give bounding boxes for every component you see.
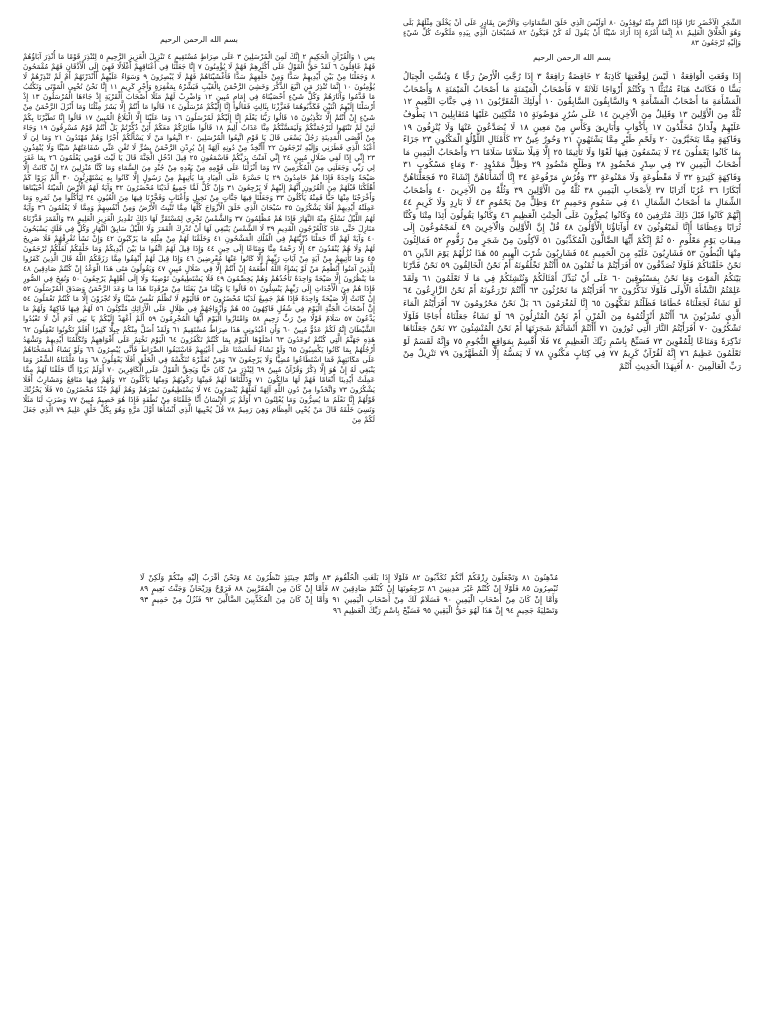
right-column-body-text: إِذَا وَقَعَتِ الْوَاقِعَةُ ١ لَيْسَ لِوَقْعَتِهَا كَاذِبَةٌ ٢ خَافِضَةٌ رَافِعَةٌ ٣ إِذَا رُجَّتِ الْأَرْضُ رَجًّا ٤ وَبُسَّتِ الْجِبَالُ بَسًّا ٥ فَكَانَتْ هَبَاءً مُنْبَثًّا ٦ وَكُنْتُمْ أَزْوَاجًا ثَلَاثَةً ٧ فَأَصْحَابُ الْمَيْمَنَةِ مَا أَصْحَابُ الْمَيْمَنَةِ ٨ وَأَصْحَابُ الْمَشْأَمَةِ مَا أَصْحَابُ الْمَشْأَمَةِ ٩ وَالسَّابِقُونَ السَّابِقُونَ ١٠ أُولَئِكَ الْمُقَرَّبُونَ ١١ فِي جَنَّاتِ النَّعِيمِ ١٢ ثُلَّةٌ مِنَ الْأَوَّلِينَ ١٣ وَقَلِيلٌ مِنَ الْآخِرِينَ ١٤ عَلَى سُرُرٍ مَوْضُونَةٍ ١٥ مُتَّكِئِينَ عَلَيْهَا مُتَقَابِلِينَ ١٦ يَطُوفُ عَلَيْهِمْ وِلْدَانٌ مُخَلَّدُونَ ١٧ بِأَكْوَابٍ وَأَبَارِيقَ وَكَأْسٍ مِنْ مَعِينٍ ١٨ لَا يُصَدَّعُونَ عَنْهَا وَلَا يُنْزِفُونَ ١٩ وَفَاكِهَةٍ مِمَّا يَتَخَيَّرُونَ ٢٠ وَلَحْمِ طَيْرٍ مِمَّا يَشْتَهُونَ ٢١ وَحُورٌ عِينٌ ٢٢ كَأَمْثَالِ اللُّؤْلُؤِ الْمَكْنُونِ ٢٣ جَزَاءً بِمَا كَانُوا يَعْمَلُونَ ٢٤ لَا يَسْمَعُونَ فِيهَا لَغْوًا وَلَا تَأْثِيمًا ٢٥ إِلَّا قِيلًا سَلَامًا سَلَامًا ٢٦ وَأَصْحَابُ الْيَمِينِ مَا أَصْحَابُ الْيَمِينِ ٢٧ فِي سِدْرٍ مَخْضُودٍ ٢٨ وَطَلْحٍ مَنْضُودٍ ٢٩ وَظِلٍّ مَمْدُودٍ ٣٠ وَمَاءٍ مَسْكُوبٍ ٣١ وَفَاكِهَةٍ كَثِيرَةٍ ٣٢ لَا مَقْطُوعَةٍ وَلَا مَمْنُوعَةٍ ٣٣ وَفُرُشٍ مَرْفُوعَةٍ ٣٤ إِنَّا أَنْشَأْنَاهُنَّ إِنْشَاءً ٣٥ فَجَعَلْنَاهُنَّ أَبْكَارًا ٣٦ عُرُبًا أَتْرَابًا ٣٧ لِأَصْحَابِ الْيَمِينِ ٣٨ ثُلَّةٌ مِنَ الْأَوَّلِينَ ٣٩ وَثُلَّةٌ مِنَ الْآخِرِينَ ٤٠ وَأَصْحَابُ الشِّمَالِ مَا أَصْحَابُ الشِّمَالِ ٤١ فِي سَمُومٍ وَحَمِيمٍ ٤٢ وَظِلٍّ مِنْ يَحْمُومٍ ٤٣ لَا بَارِدٍ وَلَا كَرِيمٍ ٤٤ إِنَّهُمْ كَانُوا قَبْلَ ذَلِكَ مُتْرَفِينَ ٤٥ وَكَانُوا يُصِرُّونَ عَلَى الْحِنْثِ الْعَظِيمِ ٤٦ وَكَانُوا يَقُولُونَ أَئِذَا مِتْنَا وَكُنَّا تُرَابًا وَعِظَامًا أَإِنَّا لَمَبْعُوثُونَ ٤٧ أَوَآبَاؤُنَا الْأَوَّلُونَ ٤٨ قُلْ إِنَّ الْأَوَّلِينَ وَالْآخِرِينَ ٤٩ لَمَجْمُوعُونَ إِلَى مِيقَاتِ يَوْمٍ مَعْلُومٍ ٥٠ ثُمَّ إِنَّكُمْ أَيُّهَا الضَّالُّونَ الْمُكَذِّبُونَ ٥١ لَآكِلُونَ مِنْ شَجَرٍ مِنْ زَقُّومٍ ٥٢ فَمَالِئُونَ مِنْهَا الْبُطُونَ ٥٣ فَشَارِبُونَ عَلَيْهِ مِنَ الْحَمِيمِ ٥٤ فَشَارِبُونَ شُرْبَ الْهِيمِ ٥٥ هَذَا نُزُلُهُمْ يَوْمَ الدِّينِ ٥٦ نَحْنُ خَلَقْنَاكُمْ فَلَوْلَا تُصَدِّقُونَ ٥٧ أَفَرَأَيْتُمْ مَا تُمْنُونَ ٥٨ أَأَنْتُمْ تَخْلُقُونَهُ أَمْ نَحْنُ الْخَالِقُونَ ٥٩ نَحْنُ قَدَّرْنَا بَيْنَكُمُ الْمَوْتَ وَمَا نَحْنُ بِمَسْبُوقِينَ ٦٠ عَلَى أَنْ نُبَدِّلَ أَمْثَالَكُمْ وَنُنْشِئَكُمْ فِي مَا لَا تَعْلَمُونَ ٦١ وَلَقَدْ عَلِمْتُمُ النَّشْأَةَ الْأُولَى فَلَوْلَا تَذَكَّرُونَ ٦٢ أَفَرَأَيْتُمْ مَا تَحْرُثُونَ ٦٣ أَأَنْتُمْ تَزْرَعُونَهُ أَمْ نَحْنُ الزَّارِعُونَ ٦٤ لَوْ نَشَاءُ لَجَعَلْنَاهُ حُطَامًا فَظَلْتُمْ تَفَكَّهُونَ ٦٥ إِنَّا لَمُغْرَمُونَ ٦٦ بَلْ نَحْنُ مَحْرُومُونَ ٦٧ أَفَرَأَيْتُمُ الْمَاءَ الَّذِي تَشْرَبُونَ ٦٨ أَأَنْتُمْ أَنْزَلْتُمُوهُ مِنَ الْمُزْنِ أَمْ نَحْنُ الْمُنْزِلُونَ ٦٩ لَوْ نَشَاءُ جَعَلْنَاهُ أُجَاجًا فَلَوْلَا تَشْكُرُونَ ٧٠ أَفَرَأَيْتُمُ النَّارَ الَّتِي تُورُونَ ٧١ أَأَنْتُمْ أَنْشَأْتُمْ شَجَرَتَهَا أَمْ نَحْنُ الْمُنْشِئُونَ ٧٢ نَحْنُ جَعَلْنَاهَا تَذْكِرَةً وَمَتَاعًا لِلْمُقْوِينَ ٧٣ فَسَبِّحْ بِاسْمِ رَبِّكَ الْعَظِيمِ ٧٤ فَلَا أُقْسِمُ بِمَوَاقِعِ النُّجُومِ ٧٥ وَإِنَّهُ لَقَسَمٌ لَوْ تَعْلَمُونَ عَظِيمٌ ٧٦ إِنَّهُ لَقُرْآنٌ كَرِيمٌ ٧٧ فِي كِتَابٍ مَكْنُونٍ ٧٨ لَا يَمَسُّهُ إِلَّا الْمُطَهَّرُونَ ٧٩ تَنْزِيلٌ مِنْ رَبِّ الْعَالَمِينَ ٨٠ أَفَبِهَذَا الْحَدِيثِ أَنْتُمْ [403, 71, 741, 371]
right-text-column [403, 18, 741, 530]
bottom-block-body-text: مُدْهِنُونَ ٨١ وَتَجْعَلُونَ رِزْقَكُمْ أَنَّكُمْ تُكَذِّبُونَ ٨٢ فَلَوْلَا إِذَا بَلَغَتِ الْحُلْقُومَ ٨٣ وَأَنْتُمْ حِينَئِذٍ تَنْظُرُونَ ٨٤ وَنَحْنُ أَقْرَبُ إِلَيْهِ مِنْكُمْ وَلَكِنْ لَا تُبْصِرُونَ ٨٥ فَلَوْلَا إِنْ كُنْتُمْ غَيْرَ مَدِينِينَ ٨٦ تَرْجِعُونَهَا إِنْ كُنْتُمْ صَادِقِينَ ٨٧ فَأَمَّا إِنْ كَانَ مِنَ الْمُقَرَّبِينَ ٨٨ فَرَوْحٌ وَرَيْحَانٌ وَجَنَّتُ نَعِيمٍ ٨٩ وَأَمَّا إِنْ كَانَ مِنْ أَصْحَابِ الْيَمِينِ ٩٠ فَسَلَامٌ لَكَ مِنْ أَصْحَابِ الْيَمِينِ ٩١ وَأَمَّا إِنْ كَانَ مِنَ الْمُكَذِّبِينَ الضَّالِّينَ ٩٢ فَنُزُلٌ مِنْ حَمِيمٍ ٩٣ وَتَصْلِيَةُ جَحِيمٍ ٩٤ إِنَّ هَذَا لَهُوَ حَقُّ الْيَقِينِ ٩٥ فَسَبِّحْ بِاسْمِ رَبِّكَ الْعَظِيمِ ٩٦ [140, 573, 558, 615]
basmala-heading-left: بسم الله الرحمن الرحيم [160, 35, 238, 44]
left-column-body-text: يس ١ وَالْقُرْآنِ الْحَكِيمِ ٢ إِنَّكَ لَمِنَ الْمُرْسَلِينَ ٣ عَلَى صِرَاطٍ مُسْتَقِيمٍ ٤ تَنْزِيلَ الْعَزِيزِ الرَّحِيمِ ٥ لِتُنْذِرَ قَوْمًا مَا أُنْذِرَ آبَاؤُهُمْ فَهُمْ غَافِلُونَ ٦ لَقَدْ حَقَّ الْقَوْلُ عَلَى أَكْثَرِهِمْ فَهُمْ لَا يُؤْمِنُونَ ٧ إِنَّا جَعَلْنَا فِي أَعْنَاقِهِمْ أَغْلَالًا فَهِيَ إِلَى الْأَذْقَانِ فَهُمْ مُقْمَحُونَ ٨ وَجَعَلْنَا مِنْ بَيْنِ أَيْدِيهِمْ سَدًّا وَمِنْ خَلْفِهِمْ سَدًّا فَأَغْشَيْنَاهُمْ فَهُمْ لَا يُبْصِرُونَ ٩ وَسَوَاءٌ عَلَيْهِمْ أَأَنْذَرْتَهُمْ أَمْ لَمْ تُنْذِرْهُمْ لَا يُؤْمِنُونَ ١٠ إِنَّمَا تُنْذِرُ مَنِ اتَّبَعَ الذِّكْرَ وَخَشِيَ الرَّحْمَنَ بِالْغَيْبِ فَبَشِّرْهُ بِمَغْفِرَةٍ وَأَجْرٍ كَرِيمٍ ١١ إِنَّا نَحْنُ نُحْيِي الْمَوْتَى وَنَكْتُبُ مَا قَدَّمُوا وَآثَارَهُمْ وَكُلَّ شَيْءٍ أَحْصَيْنَاهُ فِي إِمَامٍ مُبِينٍ ١٢ وَاضْرِبْ لَهُمْ مَثَلًا أَصْحَابَ الْقَرْيَةِ إِذْ جَاءَهَا الْمُرْسَلُونَ ١٣ إِذْ أَرْسَلْنَا إِلَيْهِمُ اثْنَيْنِ فَكَذَّبُوهُمَا فَعَزَّزْنَا بِثَالِثٍ فَقَالُوا إِنَّا إِلَيْكُمْ مُرْسَلُونَ ١٤ قَالُوا مَا أَنْتُمْ إِلَّا بَشَرٌ مِثْلُنَا وَمَا أَنْزَلَ الرَّحْمَنُ مِنْ شَيْءٍ إِنْ أَنْتُمْ إِلَّا تَكْذِبُونَ ١٥ قَالُوا رَبُّنَا يَعْلَمُ إِنَّا إِلَيْكُمْ لَمُرْسَلُونَ ١٦ وَمَا عَلَيْنَا إِلَّا الْبَلَاغُ الْمُبِينُ ١٧ قَالُوا إِنَّا تَطَيَّرْنَا بِكُمْ لَئِنْ لَمْ تَنْتَهُوا لَنَرْجُمَنَّكُمْ وَلَيَمَسَّنَّكُمْ مِنَّا عَذَابٌ أَلِيمٌ ١٨ قَالُوا طَائِرُكُمْ مَعَكُمْ أَئِنْ ذُكِّرْتُمْ بَلْ أَنْتُمْ قَوْمٌ مُسْرِفُونَ ١٩ وَجَاءَ مِنْ أَقْصَى الْمَدِينَةِ رَجُلٌ يَسْعَى قَالَ يَا قَوْمِ اتَّبِعُوا الْمُرْسَلِينَ ٢٠ اتَّبِعُوا مَنْ لَا يَسْأَلُكُمْ أَجْرًا وَهُمْ مُهْتَدُونَ ٢١ وَمَا لِيَ لَا أَعْبُدُ الَّذِي فَطَرَنِي وَإِلَيْهِ تُرْجَعُونَ ٢٢ أَأَتَّخِذُ مِنْ دُونِهِ آلِهَةً إِنْ يُرِدْنِ الرَّحْمَنُ بِضُرٍّ لَا تُغْنِ عَنِّي شَفَاعَتُهُمْ شَيْئًا وَلَا يُنْقِذُونِ ٢٣ إِنِّي إِذًا لَفِي ضَلَالٍ مُبِينٍ ٢٤ إِنِّي آمَنْتُ بِرَبِّكُمْ فَاسْمَعُونِ ٢٥ قِيلَ ادْخُلِ الْجَنَّةَ قَالَ يَا لَيْتَ قَوْمِي يَعْلَمُونَ ٢٦ بِمَا غَفَرَ لِي رَبِّي وَجَعَلَنِي مِنَ الْمُكْرَمِينَ ٢٧ وَمَا أَنْزَلْنَا عَلَى قَوْمِهِ مِنْ بَعْدِهِ مِنْ جُنْدٍ مِنَ السَّمَاءِ وَمَا كُنَّا مُنْزِلِينَ ٢٨ إِنْ كَانَتْ إِلَّا صَيْحَةً وَاحِدَةً فَإِذَا هُمْ خَامِدُونَ ٢٩ يَا حَسْرَةً عَلَى الْعِبَادِ مَا يَأْتِيهِمْ مِنْ رَسُولٍ إِلَّا كَانُوا بِهِ يَسْتَهْزِئُونَ ٣٠ أَلَمْ يَرَوْا كَمْ أَهْلَكْنَا قَبْلَهُمْ مِنَ الْقُرُونِ أَنَّهُمْ إِلَيْهِمْ لَا يَرْجِعُونَ ٣١ وَإِنْ كُلٌّ لَمَّا جَمِيعٌ لَدَيْنَا مُحْضَرُونَ ٣٢ وَآيَةٌ لَهُمُ الْأَرْضُ الْمَيْتَةُ أَحْيَيْنَاهَا وَأَخْرَجْنَا مِنْهَا حَبًّا فَمِنْهُ يَأْكُلُونَ ٣٣ وَجَعَلْنَا فِيهَا جَنَّاتٍ مِنْ نَخِيلٍ وَأَعْنَابٍ وَفَجَّرْنَا فِيهَا مِنَ الْعُيُونِ ٣٤ لِيَأْكُلُوا مِنْ ثَمَرِهِ وَمَا عَمِلَتْهُ أَيْدِيهِمْ أَفَلَا يَشْكُرُونَ ٣٥ سُبْحَانَ الَّذِي خَلَقَ الْأَزْوَاجَ كُلَّهَا مِمَّا تُنْبِتُ الْأَرْضُ وَمِنْ أَنْفُسِهِمْ وَمِمَّا لَا يَعْلَمُونَ ٣٦ وَآيَةٌ لَهُمُ اللَّيْلُ نَسْلَخُ مِنْهُ النَّهَارَ فَإِذَا هُمْ مُظْلِمُونَ ٣٧ وَالشَّمْسُ تَجْرِي لِمُسْتَقَرٍّ لَهَا ذَلِكَ تَقْدِيرُ الْعَزِيزِ الْعَلِيمِ ٣٨ وَالْقَمَرَ قَدَّرْنَاهُ مَنَازِلَ حَتَّى عَادَ كَالْعُرْجُونِ الْقَدِيمِ ٣٩ لَا الشَّمْسُ يَنْبَغِي لَهَا أَنْ تُدْرِكَ الْقَمَرَ وَلَا اللَّيْلُ سَابِقُ النَّهَارِ وَكُلٌّ فِي فَلَكٍ يَسْبَحُونَ ٤٠ وَآيَةٌ لَهُمْ أَنَّا حَمَلْنَا ذُرِّيَّتَهُمْ فِي الْفُلْكِ الْمَشْحُونِ ٤١ وَخَلَقْنَا لَهُمْ مِنْ مِثْلِهِ مَا يَرْكَبُونَ ٤٢ وَإِنْ نَشَأْ نُغْرِقْهُمْ فَلَا صَرِيخَ لَهُمْ وَلَا هُمْ يُنْقَذُونَ ٤٣ إِلَّا رَحْمَةً مِنَّا وَمَتَاعًا إِلَى حِينٍ ٤٤ وَإِذَا قِيلَ لَهُمُ اتَّقُوا مَا بَيْنَ أَيْدِيكُمْ وَمَا خَلْفَكُمْ لَعَلَّكُمْ تُرْحَمُونَ ٤٥ وَمَا تَأْتِيهِمْ مِنْ آيَةٍ مِنْ آيَاتِ رَبِّهِمْ إِلَّا كَانُوا عَنْهَا مُعْرِضِينَ ٤٦ وَإِذَا قِيلَ لَهُمْ أَنْفِقُوا مِمَّا رَزَقَكُمُ اللَّهُ قَالَ الَّذِينَ كَفَرُوا لِلَّذِينَ آمَنُوا أَنُطْعِمُ مَنْ لَوْ يَشَاءُ اللَّهُ أَطْعَمَهُ إِنْ أَنْتُمْ إِلَّا فِي ضَلَالٍ مُبِينٍ ٤٧ وَيَقُولُونَ مَتَى هَذَا الْوَعْدُ إِنْ كُنْتُمْ صَادِقِينَ ٤٨ مَا يَنْظُرُونَ إِلَّا صَيْحَةً وَاحِدَةً تَأْخُذُهُمْ وَهُمْ يَخِصِّمُونَ ٤٩ فَلَا يَسْتَطِيعُونَ تَوْصِيَةً وَلَا إِلَى أَهْلِهِمْ يَرْجِعُونَ ٥٠ وَنُفِخَ فِي الصُّورِ فَإِذَا هُمْ مِنَ الْأَجْدَاثِ إِلَى رَبِّهِمْ يَنْسِلُونَ ٥١ قَالُوا يَا وَيْلَنَا مَنْ بَعَثَنَا مِنْ مَرْقَدِنَا هَذَا مَا وَعَدَ الرَّحْمَنُ وَصَدَقَ الْمُرْسَلُونَ ٥٢ إِنْ كَانَتْ إِلَّا صَيْحَةً وَاحِدَةً فَإِذَا هُمْ جَمِيعٌ لَدَيْنَا مُحْضَرُونَ ٥٣ فَالْيَوْمَ لَا تُظْلَمُ نَفْسٌ شَيْئًا وَلَا تُجْزَوْنَ إِلَّا مَا كُنْتُمْ تَعْمَلُونَ ٥٤ إِنَّ أَصْحَابَ الْجَنَّةِ الْيَوْمَ فِي شُغُلٍ فَاكِهُونَ ٥٥ هُمْ وَأَزْوَاجُهُمْ فِي ظِلَالٍ عَلَى الْأَرَائِكِ مُتَّكِئُونَ ٥٦ لَهُمْ فِيهَا فَاكِهَةٌ وَلَهُمْ مَا يَدَّعُونَ ٥٧ سَلَامٌ قَوْلًا مِنْ رَبٍّ رَحِيمٍ ٥٨ وَامْتَازُوا الْيَوْمَ أَيُّهَا الْمُجْرِمُونَ ٥٩ أَلَمْ أَعْهَدْ إِلَيْكُمْ يَا بَنِي آدَمَ أَنْ لَا تَعْبُدُوا الشَّيْطَانَ إِنَّهُ لَكُمْ عَدُوٌّ مُبِينٌ ٦٠ وَأَنِ اعْبُدُونِي هَذَا صِرَاطٌ مُسْتَقِيمٌ ٦١ وَلَقَدْ أَضَلَّ مِنْكُمْ جِبِلًّا كَثِيرًا أَفَلَمْ تَكُونُوا تَعْقِلُونَ ٦٢ هَذِهِ جَهَنَّمُ الَّتِي كُنْتُمْ تُوعَدُونَ ٦٣ اصْلَوْهَا الْيَوْمَ بِمَا كُنْتُمْ تَكْفُرُونَ ٦٤ الْيَوْمَ نَخْتِمُ عَلَى أَفْوَاهِهِمْ وَتُكَلِّمُنَا أَيْدِيهِمْ وَتَشْهَدُ أَرْجُلُهُمْ بِمَا كَانُوا يَكْسِبُونَ ٦٥ وَلَوْ نَشَاءُ لَطَمَسْنَا عَلَى أَعْيُنِهِمْ فَاسْتَبَقُوا الصِّرَاطَ فَأَنَّى يُبْصِرُونَ ٦٦ وَلَوْ نَشَاءُ لَمَسَخْنَاهُمْ عَلَى مَكَانَتِهِمْ فَمَا اسْتَطَاعُوا مُضِيًّا وَلَا يَرْجِعُونَ ٦٧ وَمَنْ نُعَمِّرْهُ نُنَكِّسْهُ فِي الْخَلْقِ أَفَلَا يَعْقِلُونَ ٦٨ وَمَا عَلَّمْنَاهُ الشِّعْرَ وَمَا يَنْبَغِي لَهُ إِنْ هُوَ إِلَّا ذِكْرٌ وَقُرْآنٌ مُبِينٌ ٦٩ لِيُنْذِرَ مَنْ كَانَ حَيًّا وَيَحِقَّ الْقَوْلُ عَلَى الْكَافِرِينَ ٧٠ أَوَلَمْ يَرَوْا أَنَّا خَلَقْنَا لَهُمْ مِمَّا عَمِلَتْ أَيْدِينَا أَنْعَامًا فَهُمْ لَهَا مَالِكُونَ ٧١ وَذَلَّلْنَاهَا لَهُمْ فَمِنْهَا رَكُوبُهُمْ وَمِنْهَا يَأْكُلُونَ ٧٢ وَلَهُمْ فِيهَا مَنَافِعُ وَمَشَارِبُ أَفَلَا يَشْكُرُونَ ٧٣ وَاتَّخَذُوا مِنْ دُونِ اللَّهِ آلِهَةً لَعَلَّهُمْ يُنْصَرُونَ ٧٤ لَا يَسْتَطِيعُونَ نَصْرَهُمْ وَهُمْ لَهُمْ جُنْدٌ مُحْضَرُونَ ٧٥ فَلَا يَحْزُنْكَ قَوْلُهُمْ إِنَّا نَعْلَمُ مَا يُسِرُّونَ وَمَا يُعْلِنُونَ ٧٦ أَوَلَمْ يَرَ الْإِنْسَانُ أَنَّا خَلَقْنَاهُ مِنْ نُطْفَةٍ فَإِذَا هُوَ خَصِيمٌ مُبِينٌ ٧٧ وَضَرَبَ لَنَا مَثَلًا وَنَسِيَ خَلْقَهُ قَالَ مَنْ يُحْيِي الْعِظَامَ وَهِيَ رَمِيمٌ ٧٨ قُلْ يُحْيِيهَا الَّذِي أَنْشَأَهَا أَوَّلَ مَرَّةٍ وَهُوَ بِكُلِّ خَلْقٍ عَلِيمٌ ٧٩ الَّذِي جَعَلَ لَكُمْ مِنَ [23, 52, 375, 425]
left-text-column [23, 30, 375, 536]
right-column-top-text: الشَّجَرِ الْأَخْضَرِ نَارًا فَإِذَا أَنْتُمْ مِنْهُ تُوقِدُونَ ٨٠ أَوَلَيْسَ الَّذِي خَلَقَ السَّمَاوَاتِ وَالْأَرْضَ بِقَادِرٍ عَلَى أَنْ يَخْلُقَ مِثْلَهُمْ بَلَى وَهُوَ الْخَلَّاقُ الْعَلِيمُ ٨١ إِنَّمَا أَمْرُهُ إِذَا أَرَادَ شَيْئًا أَنْ يَقُولَ لَهُ كُنْ فَيَكُونُ ٨٢ فَسُبْحَانَ الَّذِي بِيَدِهِ مَلَكُوتُ كُلِّ شَيْءٍ وَإِلَيْهِ تُرْجَعُونَ ٨٣ [403, 18, 741, 48]
basmala-heading-right: بسم الله الرحمن الرحيم [533, 53, 611, 63]
bottom-text-block [140, 572, 558, 712]
